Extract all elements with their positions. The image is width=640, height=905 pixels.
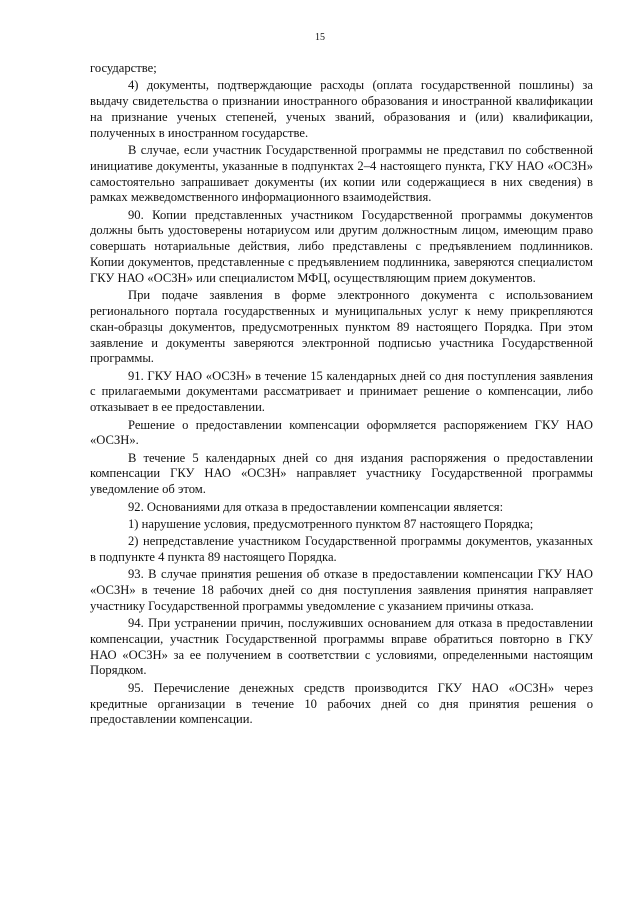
paragraph: Решение о предоставлении компенсации оформляется распоряжением ГКУ НАО «ОСЗН». (90, 417, 593, 448)
paragraph: 91. ГКУ НАО «ОСЗН» в течение 15 календарных дней со дня поступления заявления с прилагаемыми документами рассматривает и принимает решение о компенсации, либо отказывает в ее предоставлении. (90, 368, 593, 415)
document-body (90, 61, 593, 728)
paragraph: В случае, если участник Государственной программы не представил по собственной инициативе документы, указанные в подпунктах 2–4 настоящего пункта, ГКУ НАО «ОСЗН» самостоятельно запрашивает документы (их копии или содержащиеся в них сведения) в рамках межведомственного информационного взаимодействия. (90, 142, 593, 205)
paragraph: 2) непредставление участником Государственной программы документов, указанных в подпункте 4 пункта 89 настоящего Порядка. (90, 534, 593, 564)
paragraph: 4) документы, подтверждающие расходы (оплата государственной пошлины) за выдачу свидетельства о признании иностранного образования и иностранной квалификации на признание ученых степеней, ученых званий, образования и (или) квалификации, полученных в иностранном государстве. (90, 78, 593, 140)
paragraph: государстве; (90, 61, 157, 75)
paragraph: 92. Основаниями для отказа в предоставлении компенсации является: (128, 499, 504, 514)
paragraph: 93. В случае принятия решения об отказе в предоставлении компенсации ГКУ НАО «ОСЗН» в течение 18 рабочих дней со дня поступления заявления принятия направляет участнику Государственной программы уведомление с указанием причины отказа. (90, 567, 593, 613)
page-number: 15 (315, 32, 325, 43)
paragraph: 95. Перечисление денежных средств производится ГКУ НАО «ОСЗН» через кредитные организации в течение 10 рабочих дней со дня принятия решения о предоставлении компенсации. (90, 680, 593, 727)
paragraph: 90. Копии представленных участником Государственной программы документов должны быть удостоверены нотариусом или другим должностным лицом, имеющим право совершать нотариальные действия, либо представлены с предъявлением подлинников. Копии документов, представленные с предъявлением подлинника, заверяются специалистом ГКУ НАО «ОСЗН» или специалистом МФЦ, осуществляющим прием документов. (90, 207, 593, 285)
paragraph: 1) нарушение условия, предусмотренного пунктом 87 настоящего Порядка; (128, 516, 534, 531)
paragraph: В течение 5 календарных дней со дня издания распоряжения о предоставлении компенсации ГКУ НАО «ОСЗН» направляет участнику Государственной программы уведомление об этом. (90, 450, 593, 497)
paragraph: 94. При устранении причин, послуживших основанием для отказа в предоставлении компенсации, участник Государственной программы вправе обратиться повторно в ГКУ НАО «ОСЗН» за ее получением в соответствии с условиями, определенными настоящим Порядком. (90, 616, 593, 678)
paragraph: При подаче заявления в форме электронного документа с использованием регионального портала государственных и муниципальных услуг к нему прикрепляются скан-образцы документов, предусмотренных пунктом 89 настоящего Порядка. При этом заявление и документы заверяются электронной подписью участника Государственной программы. (90, 288, 593, 366)
